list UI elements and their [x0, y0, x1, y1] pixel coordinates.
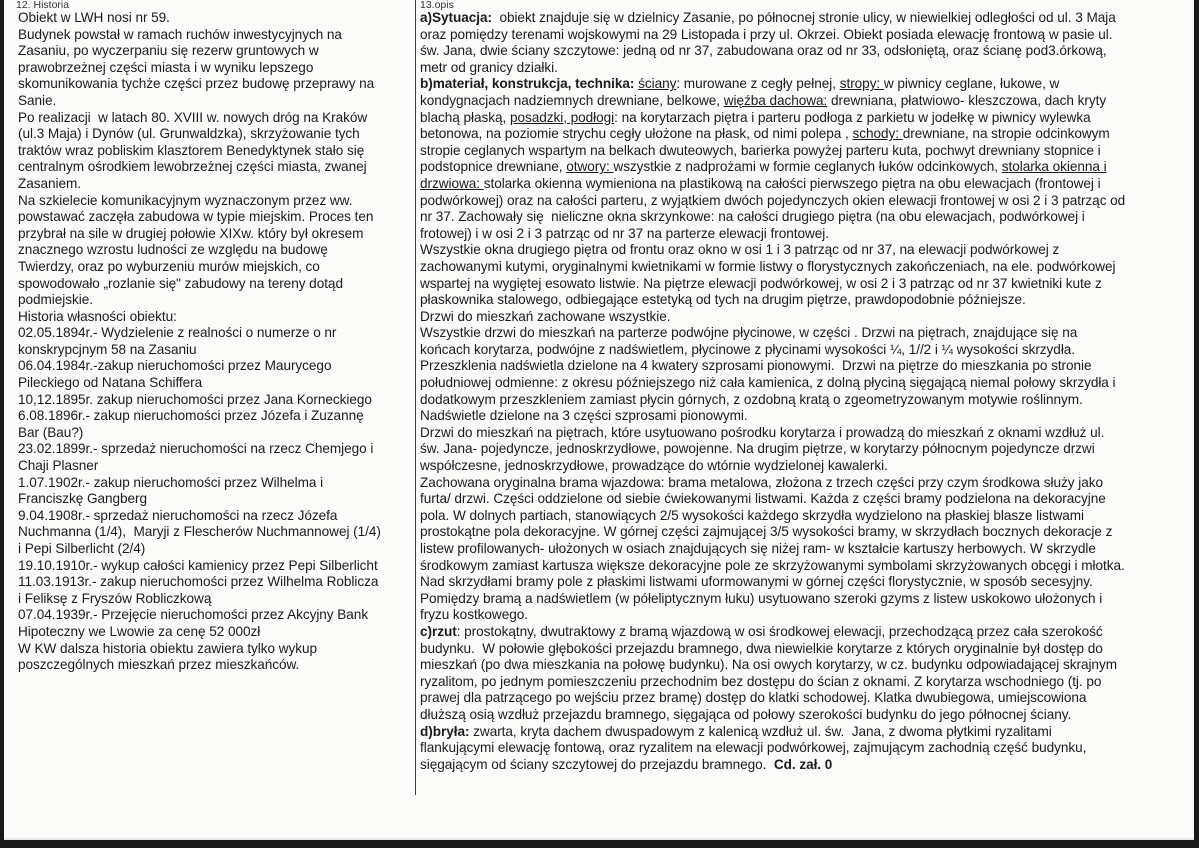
paragraph-plan: c)rzut: prostokątny, dwutraktowy z bramą wjazdową w osi środkowej elewacji, przechodzącą przez cała szerokość [420, 623, 1103, 639]
text-line: Franciszkę Gangberg [18, 491, 148, 507]
section-label-history: 12. Historia [16, 0, 70, 10]
history-text [6, 10, 416, 674]
text-line: 1.07.1902r.- zakup nieruchomości przez Wilhelma i [18, 474, 324, 490]
text-line: Po realizacji w latach 80. XVIII w. nowych dróg na Kraków [18, 109, 368, 125]
text-line: południowej odmienne: z okresu późniejszego niż cała kamienica, z dolną płyciną sięgającą niemal połowy skrzydła i [420, 375, 1116, 391]
text-line: 6.08.1896r.- zakup nieruchomości przez Józefa i Zuzannę [18, 408, 364, 424]
heading-situation: a)Sytuacja: [420, 10, 492, 25]
text-line: Nadświetle dzielone na 3 części szprosami pionowymi. [420, 408, 748, 424]
text-line: zachowanymi kutymi, oryginalnymi kwietnikami w formie listwy o florystycznych zakończeniach, na ele. podwórkowej [420, 258, 1116, 274]
text-line: św. Jana, dwie ściany szczytowe: jedną od nr 37, zabudowana oraz od nr 33, odsłoniętą, oraz ścianę pod3.órkową, [420, 43, 1107, 59]
text-line: Nad skrzydłami bramy pole z płaskimi listwami uformowanymi w górnej części florystycznie, w sposób secesyjny. [420, 574, 1093, 590]
plan-lines [420, 641, 1194, 724]
text-line: ryzalitom, po jednym pomieszczeniu przechodnim bez dostępu do ścian z oknami. Z korytarza wschodniego (tj. po [420, 673, 1102, 689]
continuation-reference: Cd. zał. 0 [773, 756, 833, 772]
text-line: pola. W dolnych partiach, stanowiących 2/5 wysokości każdego skrzydła wydzielono na płaskiej blasze listwami [420, 507, 1085, 523]
term-joinery: stolarka okienna i [1001, 159, 1107, 175]
text-line: mieszkań (po dwa mieszkania na połowę budynku). Na osi owych korytarzy, w cz. budynku odpowiadającej skrajnym [420, 657, 1117, 673]
text-line: wspartej na wygiętej esowato listwie. Na piętrze elewacji podwórkowej, w osi 2 i 3 patrząc od nr 37 kwietniki kute z [420, 275, 1102, 291]
text-line: Drzwi do mieszkań na piętrach, które usytuowano pośrodku korytarza i prowadzą do mieszkań z oknami wzdłuż ul. [420, 424, 1105, 440]
text-line: Wszystkie drzwi do mieszkań na parterze podwójne płycinowe, w części . Drzwi na piętrach, znajdujące się na [420, 325, 1078, 341]
text-line: dodatkowym przeszkleniem zamiast płycin górnych, z ozdobną kratą o zgeometryzowanym motywie roślinnym. [420, 391, 1083, 407]
text-line: 02.05.1894r.- Wydzielenie z realności o numerze o nr [18, 325, 337, 341]
text-line: dłuższą osią wzdłuż przejazdu bramnego, sięgająca od połowy szerokości budynku do jego północnej ściany. [420, 706, 1072, 722]
material-lines [420, 193, 1194, 624]
text-line: traktów wraz pobliskim klasztorem Benedyktynek stało się [18, 142, 365, 158]
description-text: a)Sytuacja: obiekt znajduje się w dzielnicy Zasanie, po północnej stronie ulicy, w niewielkiej odległości od ul. 3 Maja oraz pomiędzy terenami wojskowymi na 29 Listopada i przy ul. Okrzei. Obiekt posiada elewację frontową w pasie ul. św. Jana, dwie ściany szczytowe: jedną od nr 37, zabudowana oraz od nr 33, odsłoniętą, oraz ścianę pod3.órkową, metr od granicy działki. b)materiał, konstrukcja, technika: ściany: murowane z cegły pełnej, stropy: w piwnicy ceglane, łukowe, w kondygnacjach nadziemnych drewniane, belkowe, więźba dachowa: drewniana, płatwiowo- kleszczowa, dach kryty blachą płaską, posadzki, podłogi: na korytarzach piętra i parteru podłoga z parkietu w jodełkę w piwnicy wylewka betonowa, na poziomie strychu cegły ułożone na płask, od nimi polepa , schody: drewniane, na stropie odcinkowym stropie ceglanych wspartym na belkach dwuteowych, barierka powyżej parteru kuta, pochwyt drewniany stopnice i podstopnice drewniane, otwory: wszystkie z nadprożami w formie ceglanych łuków odcinkowych, stolarka okienna i drzwiowa: stolarka okienna wymieniona na plastikową na całości pierwszego piętra na obu elewacjach (frontowej i podwórkowej) oraz na całości parteru, z wyjątkiem dwóch pojedynczych okien elewacji frontowej w osi 2 i 3 patrząc od nr 37. Zachowały się nieliczne okna skrzynkowe: na całości drugiego piętra (na obu elewacjach, podwórkowej i frotowej) i w osi 2 i 3 patrząc od nr 37 na parterze elewacji frontowej. Wszystkie okna drugiego piętra od frontu oraz okno w osi 1 i 3 patrząc od nr 37, na elewacji podwórkowej z zachowanymi kutymi, oryginalnymi kwietnikami w formie listwy o florystycznych zakończeniach, na ele. podwórkowej wspartej na wygiętej esowato listwie. Na piętrze elewacji podwórkowej, w osi 2 i 3 patrząc od nr 37 kwietniki kute z płaskownika stalowego, odbiegające estetyką od tych na drugim piętrze, prawdopodobnie późniejsze. Drzwi do mieszkań zachowane wszystkie. Wszystkie drzwi do mieszkań na parterze podwójne płycinowe, w części . Drzwi na piętrach, znajdujące się na końcach korytarza, podwójne z nadświetlem, płycinowe z płycinami wysokości ¼, 1//2 i ¼ wysokości skrzydła. Przeszklenia nadświetla dzielone na 4 kwatery szprosami pionowymi. Drzwi na piętrze do mieszkania po stronie południowej odmienne: z okresu późniejszego niż cała kamienica, z dolną płyciną sięgającą niemal połowy skrzydła i dodatkowym przeszkleniem zamiast płycin górnych, z ozdobną kratą o zgeometryzowanym motywie roślinnym. Nadświetle dzielone na 3 części szprosami pionowymi. Drzwi do mieszkań na piętrach, które usytuowano pośrodku korytarza i prowadzą do mieszkań z oknami wzdłuż ul. św. Jana- pojedyncze, jednoskrzydłowe, powojenne. Na drugim piętrze, w korytarzy północnym pojedyncze drzwi współczesne, jednoskrzydłowe, prowadzące do wtórnie wydzielonej kawalerki. Zachowana oryginalna brama wjazdowa: brama metalowa, złożona z trzech części przy czym środkowa służy jako furta/ drzwi. Części oddzielone od siebie ćwiekowanymi listwami. Każda z części bramy podzielona na dekoracyjne pola. W dolnych partiach, stanowiących 2/5 wysokości każdego skrzydła wydzielono na płaskiej blasze listwami prostokątne pola dekoracyjne. W górnej części zajmującej 3/5 wysokości bramy, w skrzydłach bocznych dekoracje z listew profilowanych- ułożonych w osiach znajdujących się niżej ram- w kształcie kartuszy herbowych. W skrzydle środkowym zamiast kartusza większe dekoracyjne pole ze skrzyżowanymi symbolami skrzyżowanych obcęgi i młotka. Nad skrzydłami bramy pole z płaskimi listwami uformowanymi w górnej części florystycznie, w sposób secesyjny. Pomiędzy bramą a nadświetlem (w półeliptycznym łuku) usytuowano szeroki gzyms z listew uskokowo ułożonych i fryzu kostkowego. c)rzut: prostokątny, dwutraktowy z bramą wjazdową w osi środkowej elewacji, przechodzącą przez cała szerokość budynku. W połowie głębokości przejazdu bramnego, dwa niewielkie korytarze z których oryginalnie był dostęp do mieszkań (po dwa mieszkania na połowę budynku). Na osi owych korytarzy, w cz. budynku odpowiadającej skrajnym ryzalitom, po jednym pomieszczeniu przechodnim bez dostępu do ścian z oknami. Z korytarza wschodniego (tj. po prawej dla patrzącego po wejściu przez bramę) dostęp do klatki schodowej. Klatka dwubiegowa, umiejscowiona dłuższą osią wzdłuż przejazdu bramnego, sięgająca od połowy szerokości budynku do jego północnej ściany. d)bryła: zwarta, kryta dachem dwuspadowym z kalenicą wzdłuż ul. św. Jana, z dwoma płytkimi ryzalitami flankującymi elewację fontową, oraz ryzalitem na elewacji podwórkowej, zajmującym zachodnią część budynku, sięgającym od ściany szczytowej do przejazdu bramnego. Cd. zał. 0 [416, 10, 1198, 773]
heading-plan: c)rzut [420, 623, 457, 639]
text-line: oraz pomiędzy terenami wojskowymi na 29 Listopada i przy ul. Okrzei. Obiekt posiada elewację frontową w pasie ul. [420, 26, 1113, 42]
text-line: Historia własności obiektu: [18, 308, 177, 324]
text-line: 9.04.1908r.- sprzedaż nieruchomości na rzecz Józefa [18, 507, 338, 523]
text-line: spowodowało „rozlanie się" zabudowy na tereny dotąd [18, 275, 343, 291]
history-column [6, 0, 416, 800]
text-line: Wszystkie okna drugiego piętra od frontu oraz okno w osi 1 i 3 patrząc od nr 37, na elewacji podwórkowej z [420, 242, 1060, 258]
paragraph-material: b)materiał, konstrukcja, technika: ściany: murowane z cegły pełnej, stropy: w piwnicy ceglane, łukowe, w [420, 76, 1060, 92]
text-line: metr od granicy działki. [420, 59, 558, 75]
massing-lines [420, 740, 1194, 757]
text-line: podwórkowej) oraz na całości parteru, z wyjątkiem dwóch pojedynczych okien elewacji frontowej w osi 2 i 3 patrząc od [420, 192, 1126, 208]
text-line: powstawać zaczęła zabudowa w typie miejskim. Proces ten [18, 209, 374, 225]
text-line: nr 37. Zachowały się nieliczne okna skrzynkowe: na całości drugiego piętra (na obu elewacjach, podwórkowej i [420, 209, 1085, 225]
text-line: środkowym zamiast kartusza większe dekoracyjne pole ze skrzyżowanymi symbolami skrzyżowanych obcęgi i młotka. [420, 557, 1125, 573]
text-line: listew profilowanych- ułożonych w osiach znajdujących się niżej ram- w kształcie kartuszy herbowych. W skrzydle [420, 541, 1096, 556]
term-ceilings: stropy: [839, 76, 884, 92]
text-line: i Pepi Silberlicht (2/4) [18, 541, 146, 556]
description-column [415, 0, 1198, 795]
text-line: Bar (Bau?) [18, 424, 84, 440]
term-door-joinery: drzwiowa: [420, 175, 484, 191]
text-line: Pomiędzy bramą a nadświetlem (w półeliptycznym łuku) usytuowano szeroki gzyms z listew uskokowo ułożonych i [420, 590, 1103, 606]
text-line: konskrypcjnym 58 na Zasaniu [18, 341, 197, 357]
text-line: współczesne, jednoskrzydłowe, prowadzące do wtórnie wydzielonej kawalerki. [420, 458, 888, 474]
situation-lines [420, 27, 1194, 77]
text-line: 07.04.1939r.- Przejęcie nieruchomości przez Akcyjny Bank [18, 607, 369, 623]
term-roof-truss: więźba dachowa: [723, 92, 828, 108]
term-openings: otwory: [566, 159, 614, 175]
text-line: Chaji Plasner [18, 458, 99, 474]
text-line: Obiekt w LWH nosi nr 59. [18, 10, 170, 25]
text-line: Zachowana oryginalna brama wjazdowa: brama metalowa, złożona z trzech części przy czym środkowa służy jako [420, 474, 1103, 490]
text-line: prawej dla patrzącego po wejściu przez bramę) dostęp do klatki schodowej. Klatka dwubiegowa, umiejscowiona [420, 690, 1087, 706]
text-line: W KW dalsza historia obiektu zawiera tylko wykup [18, 640, 318, 656]
text-line: Twierdzy, oraz po wyburzeniu murów miejskich, co [18, 258, 320, 274]
text-line: 10,12.1895r. zakup nieruchomości przez Jana Korneckiego [18, 391, 372, 407]
text-line: fryzu kostkowego. [420, 607, 528, 623]
term-floors: posadzki, podłogi [509, 109, 615, 125]
text-line: św. Jana- pojedyncze, jednoskrzydłowe, powojenne. Na drugim piętrze, w korytarzy północnym pojedyncze drzwi [420, 441, 1095, 457]
text-line: Budynek powstał w ramach ruchów inwestycyjnych na [18, 26, 342, 42]
text-line: Zasaniu, po wyczerpaniu się rezerw gruntowych w [18, 43, 319, 59]
text-line: flankującymi elewację fontową, oraz ryzalitem na elewacji podwórkowej, zajmującym zachodnią część budynku, [420, 740, 1087, 756]
text-line: 19.10.1910r.- wykup całości kamienicy przez Pepi Silberlicht [18, 557, 378, 573]
text-line: płaskownika stalowego, odbiegające estetyką od tych na drugim piętrze, prawdopodobnie późniejsze. [420, 292, 1026, 308]
text-line: Przeszklenia nadświetla dzielone na 4 kwatery szprosami pionowymi. Drzwi na piętrze do mieszkania po stronie [420, 358, 1092, 374]
term-stairs: schody: [852, 126, 903, 142]
text-line: Sanie. [18, 92, 57, 108]
text-line: Drzwi do mieszkań zachowane wszystkie. [420, 308, 671, 324]
text-line: końcach korytarza, podwójne z nadświetlem, płycinowe z płycinami wysokości ¼, 1//2 i ¼ wysokości skrzydła. [420, 341, 1076, 357]
text-line: centralnym ośrodkiem lewobrzeżnej części miasta, zwanej [18, 159, 367, 175]
text-line: Nuchmanna (1/4), Maryji z Flescherów Nuchmannowej (1/4) [18, 524, 381, 540]
text-line: Zasaniem. [18, 175, 82, 191]
text-line: frotowej) i w osi 2 i 3 patrząc od nr 37 na parterze elewacji frontowej. [420, 225, 829, 241]
text-line: (ul.3 Maja) i Dynów (ul. Grunwaldzka), skrzyżowanie tych [18, 126, 360, 142]
text-line: prostokątne pola dekoracyjne. W górnej części zajmującej 3/5 wysokości bramy, w skrzydłach bocznych dekoracje z [420, 524, 1113, 540]
text-line: budynku. W połowie głębokości przejazdu bramnego, dwa niewielkie korytarze z których oryginalnie był dostęp do [420, 640, 1103, 656]
paragraph-massing: d)bryła: zwarta, kryta dachem dwuspadowym z kalenicą wzdłuż ul. św. Jana, z dwoma płytkimi ryzalitami [420, 723, 1052, 739]
text-line: 06.04.1984r.-zakup nieruchomości przez Maurycego [18, 358, 332, 374]
text-line: Na szkielecie komunikacyjnym wyznaczonym przez ww. [18, 192, 353, 208]
heading-massing: d)bryła: [420, 723, 470, 739]
term-walls: ściany [638, 76, 677, 92]
paragraph-situation: a)Sytuacja: obiekt znajduje się w dzielnicy Zasanie, po północnej stronie ulicy, w niewielkiej odległości od ul. 3 Maja [420, 10, 1116, 25]
text-line: Pileckiego od Natana Schiffera [18, 375, 203, 391]
text-line: poszczególnych mieszkań przez mieszkańców. [18, 657, 300, 673]
text-line: i Feliksę z Fryszów Robliczkową [18, 590, 212, 606]
text-line: 11.03.1913r.- zakup nieruchomości przez Wilhelma Roblicza [18, 574, 379, 590]
text-line: skomunikowania tychże części przez budowę przeprawy na [18, 76, 375, 92]
text-line: furta/ drzwi. Części oddzielone od siebie ćwiekowanymi listwami. Każda z części bramy podzielona na dekoracyjne [420, 491, 1106, 507]
document-page [4, 0, 1194, 840]
text-line: znacznego wzrostu ludności ze względu na budowę [18, 242, 328, 258]
text-line: podmiejskie. [18, 292, 93, 308]
section-label-description: 13.opis [420, 0, 454, 10]
text-line: przybrał na sile w drugiej połowie XIXw. który był okresem [18, 225, 364, 241]
heading-material: b)materiał, konstrukcja, technika: [420, 76, 635, 92]
text-line: Hipoteczny we Lwowie za cenę 52 000zł [18, 623, 261, 639]
text-line: prawobrzeżnej części miasta i w wyniku lepszego [18, 59, 314, 75]
text-line: 23.02.1899r.- sprzedaż nieruchomości na rzecz Chemjego i [18, 441, 374, 457]
